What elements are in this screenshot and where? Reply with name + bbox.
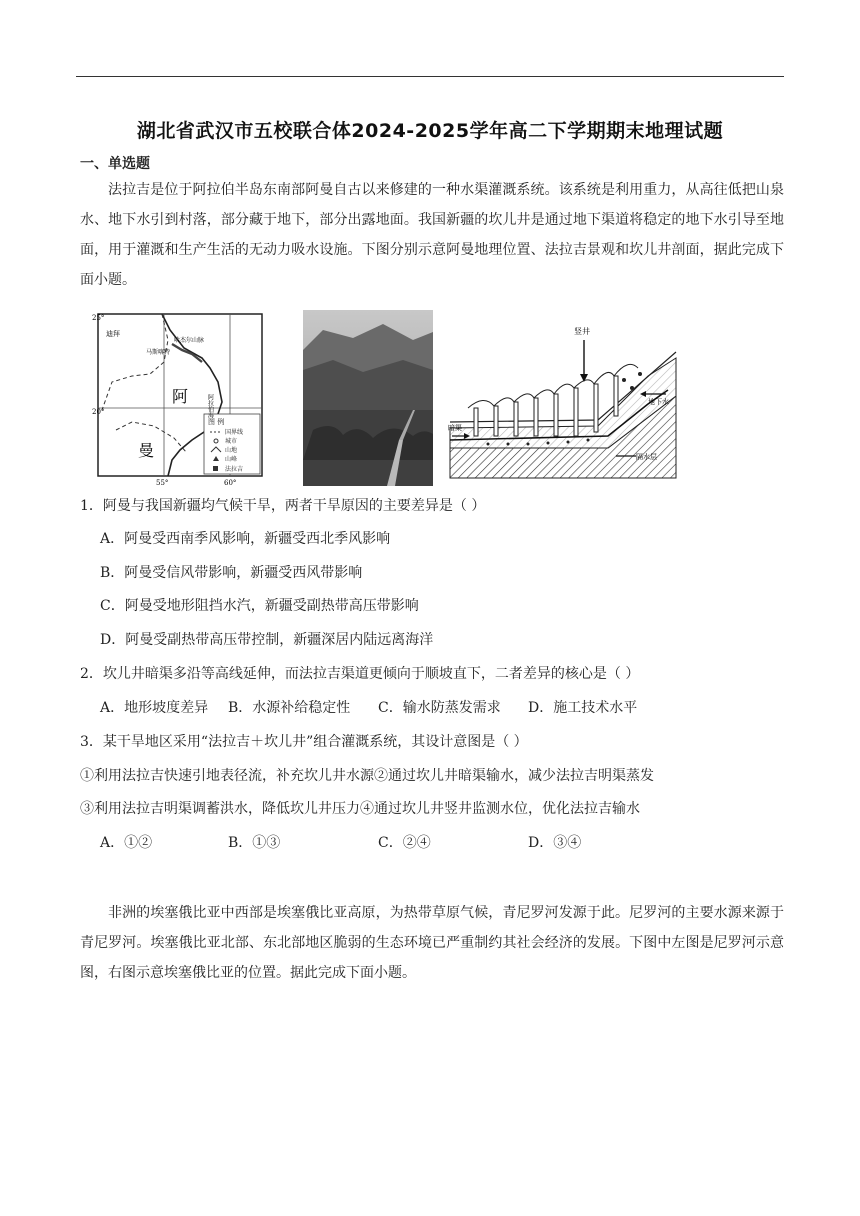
oman-map-figure <box>92 310 267 486</box>
spoil-mounds <box>468 364 638 408</box>
q2-option-a[interactable]: A．地形坡度差异 <box>100 700 209 716</box>
map-lat-top: 25° <box>92 314 105 322</box>
map-label-capital: 马斯喀特 <box>146 349 171 356</box>
question-1-stem: 1．阿曼与我国新疆均气候干旱，两者干旱原因的主要差异是（ ） <box>80 498 486 514</box>
q1-option-d[interactable]: D．阿曼受副热带高压带控制，新疆深居内陆远离海洋 <box>100 632 434 648</box>
question-3-statement-1: ①利用法拉吉快速引地表径流，补充坎儿井水源②通过坎儿井暗渠输水，减少法拉吉明渠蒸发 <box>80 768 654 784</box>
qanat-section-figure <box>448 318 678 480</box>
legend-item-falaj: 法拉吉 <box>225 466 244 473</box>
q2-option-c[interactable]: C．输水防蒸发需求 <box>378 700 501 716</box>
q3-option-a[interactable]: A．①② <box>100 835 153 851</box>
legend-item-border: 国界线 <box>225 429 244 436</box>
map-lon-left: 55° <box>156 479 169 486</box>
map-label-mountain: 哈杰尔山脉 <box>174 337 205 344</box>
question-3-statement-2: ③利用法拉吉明渠调蓄洪水，降低坎儿井压力④通过坎儿井竖井监测水位，优化法拉吉输水 <box>80 801 640 817</box>
legend-item-city: 城市 <box>225 438 238 445</box>
qanat-label-shaft: 竖井 <box>574 327 590 336</box>
qanat-label-groundwater: 地下水 <box>648 398 669 406</box>
falaj-photo <box>303 310 433 486</box>
q2-option-b[interactable]: B．水源补给稳定性 <box>228 700 351 716</box>
map-label-country-b: 曼 <box>138 441 155 460</box>
legend-item-mountain: 山地 <box>225 447 238 454</box>
map-label-sea: 阿拉伯海 <box>206 394 214 418</box>
intro-text-2: 非洲的埃塞俄比亚中西部是埃塞俄比亚高原，为热带草原气候，青尼罗河发源于此。尼罗河的主要水源来源于青尼罗河。埃塞俄比亚北部、东北部地区脆弱的生态环境已严重制约其社会经济的发展。下图中左图是尼罗河示意图，右图示意埃塞俄比亚的位置。据此完成下面小题。 <box>80 905 784 981</box>
q3-option-b[interactable]: B．①③ <box>228 835 281 851</box>
map-lat-bottom: 20° <box>92 408 105 416</box>
question-3-stem: 3．某干旱地区采用“法拉吉＋坎儿井”组合灌溉系统，其设计意图是（ ） <box>80 734 528 750</box>
question-2-stem: 2．坎儿井暗渠多沿等高线延伸，而法拉吉渠道更倾向于顺坡直下，二者差异的核心是（ ） <box>80 666 640 682</box>
header-rule <box>76 76 784 77</box>
q3-option-d[interactable]: D．③④ <box>528 835 582 851</box>
q1-option-a[interactable]: A．阿曼受西南季风影响，新疆受西北季风影响 <box>100 531 391 547</box>
q2-option-d[interactable]: D．施工技术水平 <box>528 700 638 716</box>
legend-item-peak: 山峰 <box>225 456 238 463</box>
map-lon-right: 60° <box>224 479 237 486</box>
page-title: 湖北省武汉市五校联合体2024-2025学年高二下学期期末地理试题 <box>136 120 724 142</box>
qanat-label-impermeable: 隔水层 <box>636 453 657 461</box>
intro-text-1: 法拉吉是位于阿拉伯半岛东南部阿曼自古以来修建的一种水渠灌溉系统。该系统是利用重力，从高往低把山泉水、地下水引到村落，部分藏于地下，部分出露地面。我国新疆的坎儿井是通过地下渠道将稳定的地下水引导至地面，用于灌溉和生产生活的无动力吸水设施。下图分别示意阿曼地理位置、法拉吉景观和坎儿井剖面，据此完成下面小题。 <box>80 182 784 288</box>
intro-passage-1 <box>80 175 784 295</box>
map-label-nw: 迪拜 <box>106 330 120 338</box>
legend-title: 图 例 <box>208 418 225 426</box>
q1-option-c[interactable]: C．阿曼受地形阻挡水汽，新疆受副热带高压带影响 <box>100 598 419 614</box>
intro-passage-2 <box>80 898 784 988</box>
section-heading: 一、单选题 <box>80 156 150 172</box>
q1-option-b[interactable]: B．阿曼受信风带影响，新疆受西风带影响 <box>100 565 363 581</box>
map-label-country-a: 阿 <box>172 387 189 406</box>
q3-option-c[interactable]: C．②④ <box>378 835 431 851</box>
qanat-label-channel: 暗渠 <box>448 424 462 432</box>
